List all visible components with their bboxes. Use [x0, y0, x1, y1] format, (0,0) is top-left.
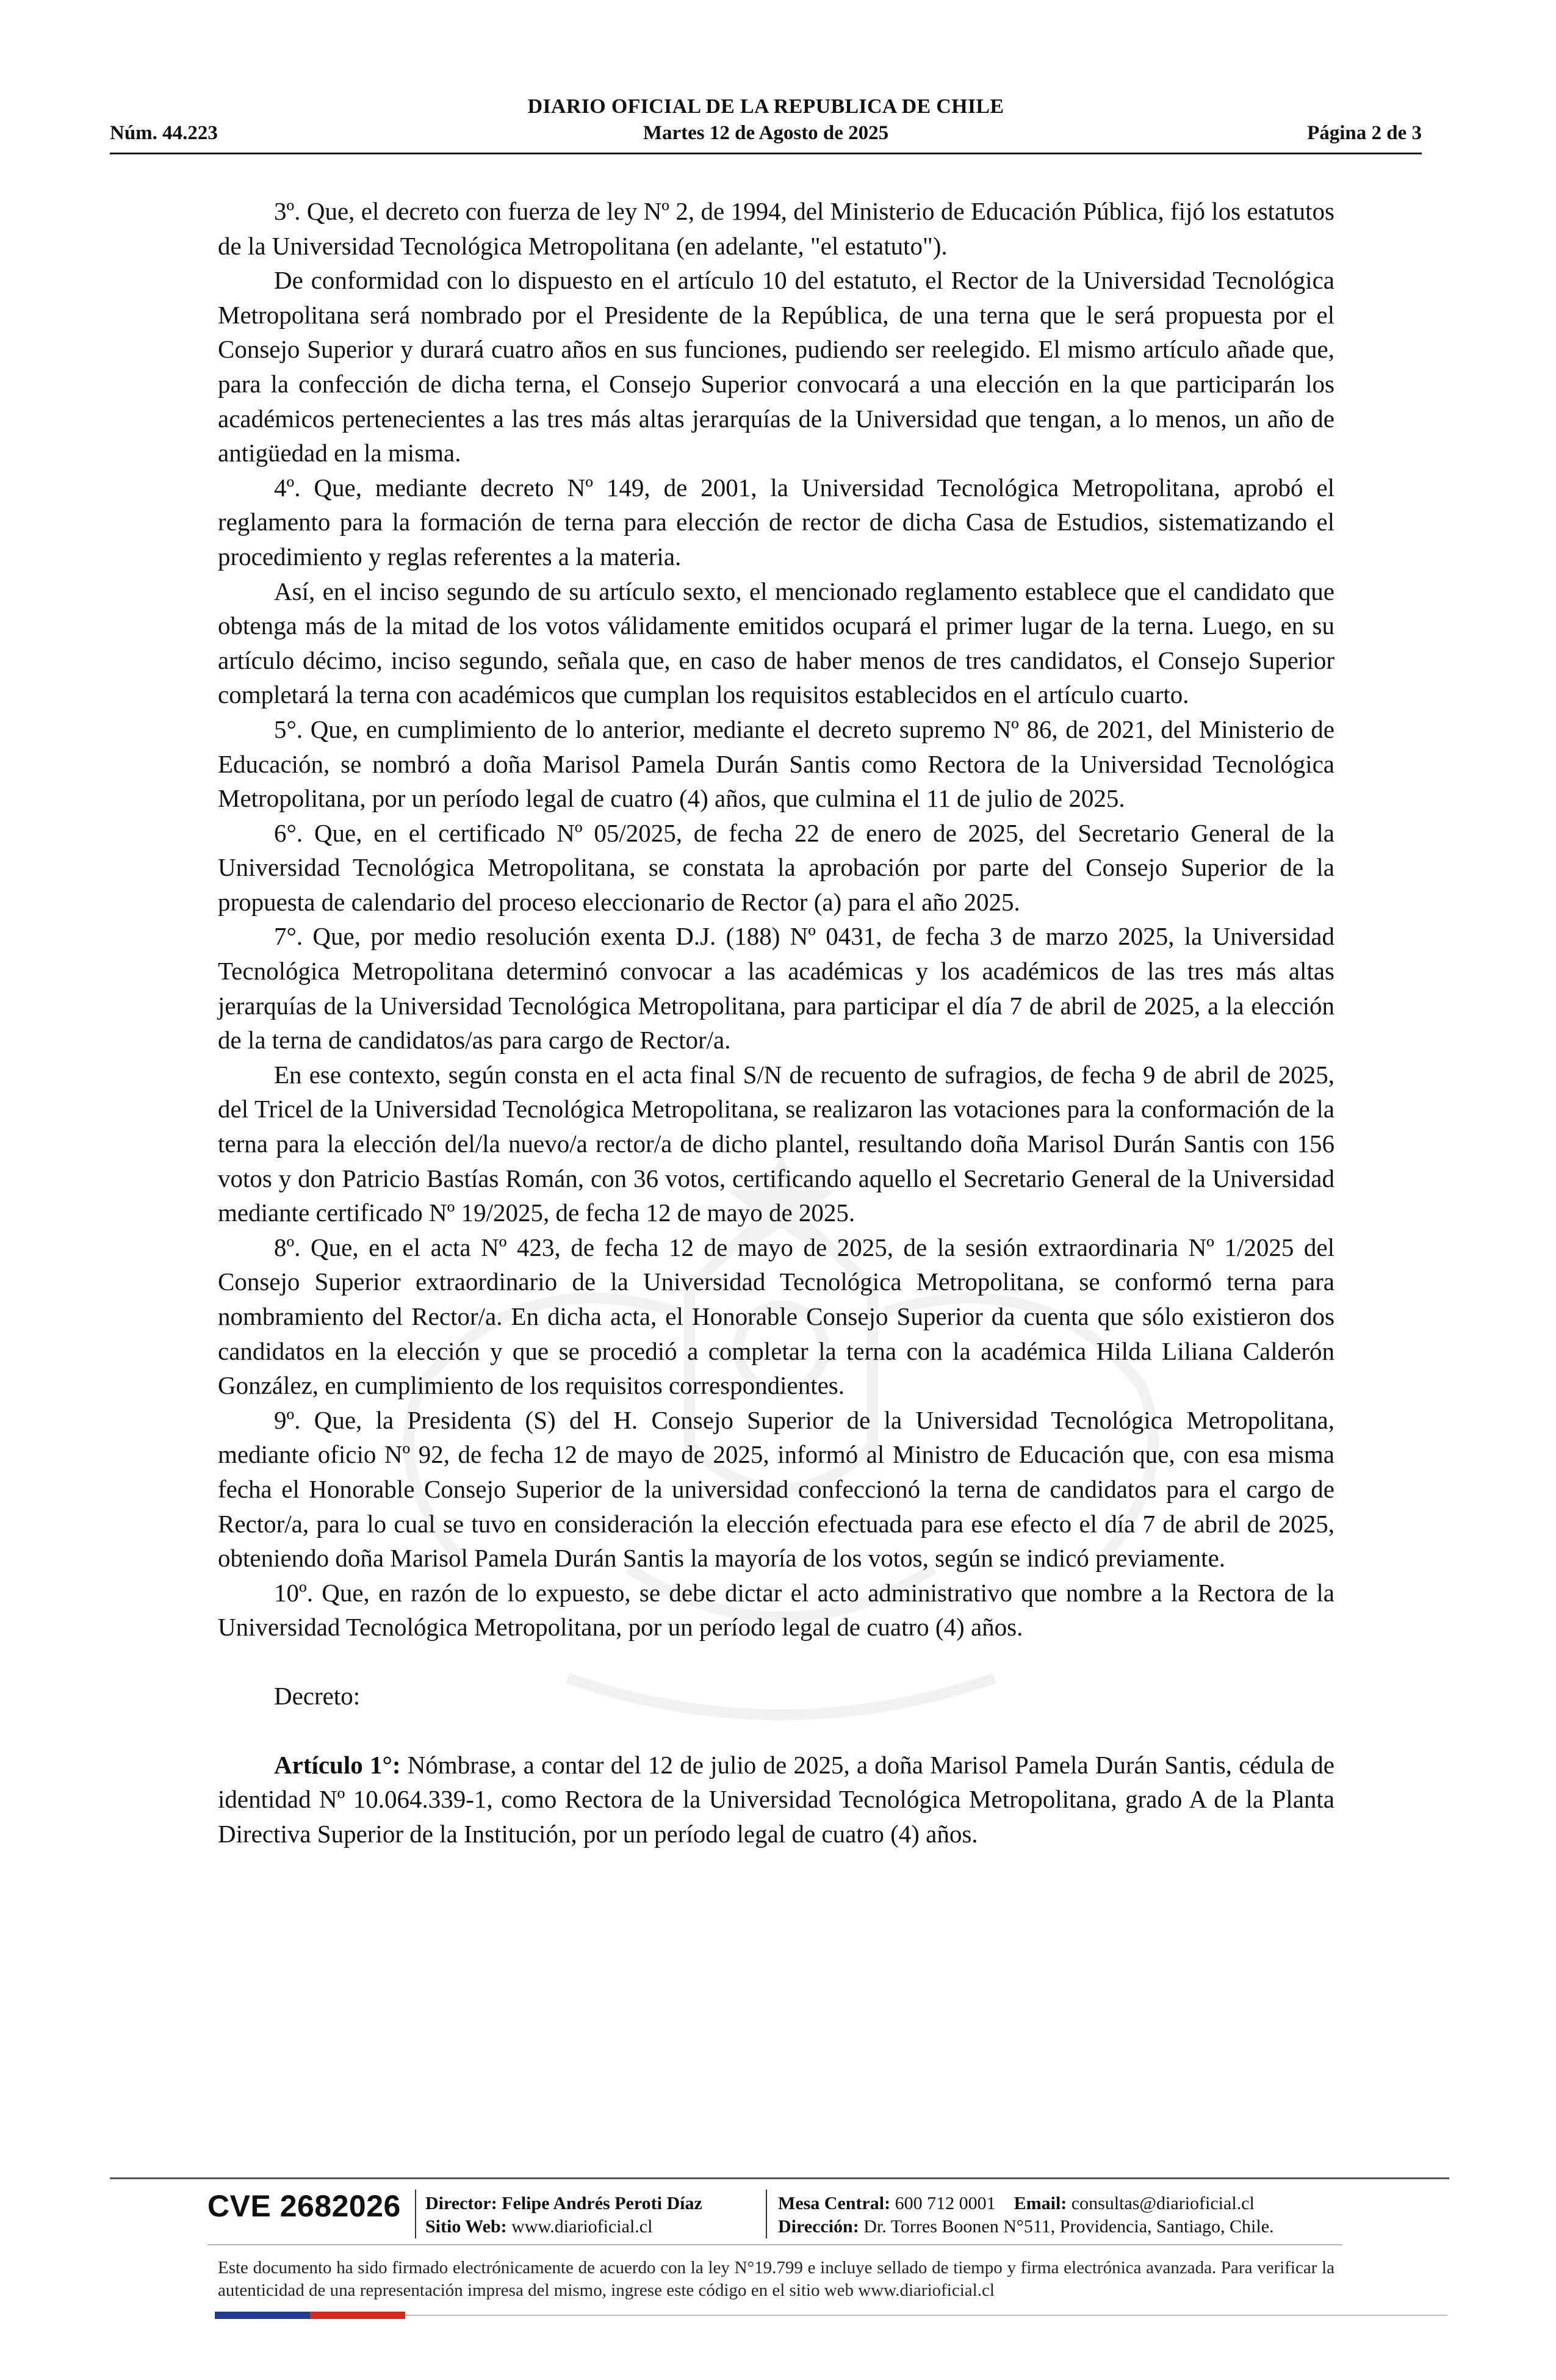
page-indicator: Página 2 de 3 — [1307, 122, 1422, 144]
footer-separator — [766, 2190, 767, 2238]
paragraph: Así, en el inciso segundo de su artículo sexto, el mencionado reglamento establece que el candidato que obtenga más de la mitad de los votos válidamente emitidos ocupará el primer lugar de la terna. Luego, en su artículo décimo, inciso segundo, señala que, en caso de haber menos de tres candidatos, el Consejo Superior completará la terna con académicos que cumplan los requisitos establecidos en el artículo cuarto. — [218, 577, 1334, 709]
site-link[interactable]: www.diarioficial.cl — [511, 2216, 653, 2237]
footer-contact-block — [778, 2192, 1274, 2238]
document-body — [218, 194, 1334, 1851]
email-label: Email: — [1014, 2193, 1067, 2213]
paragraph: En ese contexto, según consta en el acta final S/N de recuento de sufragios, de fecha 9 de abril de 2025, del Tricel de la Universidad Tecnológica Metropolitana, se realizaron las votaciones para la conformación de la terna para la elección del/la nuevo/a rector/a de dicho plantel, resultando doña Marisol Durán Santis con 156 votos y don Patricio Bastías Román, con 36 votos, certificando aquello el Secretario General de la Universidad mediante certificado Nº 19/2025, de fecha 12 de mayo de 2025. — [218, 1060, 1334, 1227]
article-text: Nómbrase, a contar del 12 de julio de 2025, a doña Marisol Pamela Durán Santis, cédula de identidad Nº 10.064.339-1, como Rectora de la Universidad Tecnológica Metropolitana, grado A de la Planta Directiva Superior de la Institución, por un período legal de cuatro (4) años. — [218, 1750, 1334, 1848]
issue-date: Martes 12 de Agosto de 2025 — [643, 122, 889, 144]
paragraph: 7°. Que, por medio resolución exenta D.J. (188) Nº 0431, de fecha 3 de marzo 2025, la Universidad Tecnológica Metropolitana determinó convocar a las académicas y los académicos de las tres más altas jerarquías de la Universidad Tecnológica Metropolitana, para participar el día 7 de abril de 2025, a la elección de la terna de candidatos/as para cargo de Rector/a. — [218, 922, 1334, 1055]
publication-title: DIARIO OFICIAL DE LA REPUBLICA DE CHILE — [527, 95, 1004, 118]
issue-number: Núm. 44.223 — [110, 122, 218, 144]
address-label: Dirección: — [778, 2216, 859, 2237]
legal-notice: Este documento ha sido firmado electrónicamente de acuerdo con la ley N°19.799 e incluye sellado de tiempo y firma electrónica avanzada. Para verificar la autenticidad de una representación impresa del mismo, ingrese este código en el sitio web www.diarioficial.cl — [218, 2258, 1334, 2300]
flag-blue-band — [215, 2312, 310, 2319]
flag-red-band — [310, 2312, 405, 2319]
paragraph: 9º. Que, la Presidenta (S) del H. Consejo Superior de la Universidad Tecnológica Metropolitana, mediante oficio Nº 92, de fecha 12 de mayo de 2025, informó al Ministro de Educación que, con esa misma fecha el Honorable Consejo Superior de la universidad confeccionó la terna de candidatos para el cargo de Rector/a, para lo cual se tuvo en consideración la elección efectuada para ese efecto el día 7 de abril de 2025, obteniendo doña Marisol Pamela Durán Santis la mayoría de los votos, según se indicó previamente. — [218, 1405, 1334, 1573]
director-name: Felipe Andrés Peroti Díaz — [502, 2193, 702, 2213]
director-label: Director: — [425, 2193, 497, 2213]
chile-flag-stripe — [215, 2312, 405, 2319]
decreto-label: Decreto: — [274, 1681, 361, 1710]
footer-director-block — [425, 2192, 702, 2238]
footer-divider — [110, 2177, 1449, 2179]
paragraph: 10º. Que, en razón de lo expuesto, se debe dictar el acto administrativo que nombre a la Rectora de la Universidad Tecnológica Metropolitana, por un período legal de cuatro (4) años. — [218, 1578, 1334, 1642]
footer-separator — [415, 2190, 416, 2238]
article-label: Artículo 1°: — [274, 1750, 401, 1779]
mesa-label: Mesa Central: — [778, 2193, 891, 2213]
cve-code: CVE 2682026 — [207, 2189, 401, 2223]
paragraph: 8º. Que, en el acta Nº 423, de fecha 12 de mayo de 2025, de la sesión extraordinaria Nº 1/2025 del Consejo Superior extraordinario de la Universidad Tecnológica Metropolitana, se conformó terna para nombramiento del Rector/a. En dicha acta, el Honorable Consejo Superior da cuenta que sólo existieron dos candidatos en la elección y que se procedió a completar la terna con la académica Hilda Liliana Calderón González, en cumplimiento de los requisitos correspondientes. — [218, 1233, 1334, 1400]
email-link[interactable]: consultas@diarioficial.cl — [1071, 2193, 1255, 2213]
site-label: Sitio Web: — [425, 2216, 507, 2237]
header-divider — [110, 153, 1422, 154]
mesa-phone: 600 712 0001 — [895, 2193, 996, 2213]
paragraph: 4º. Que, mediante decreto Nº 149, de 2001, la Universidad Tecnológica Metropolitana, aprobó el reglamento para la formación de terna para elección de rector de dicha Casa de Estudios, sistematizando el procedimiento y reglas referentes a la materia. — [218, 473, 1334, 571]
article-1 — [218, 1748, 1334, 1852]
address-value: Dr. Torres Boonen N°511, Providencia, Santiago, Chile. — [863, 2216, 1274, 2237]
paragraph: 5°. Que, en cumplimiento de lo anterior, mediante el decreto supremo Nº 86, de 2021, del Ministerio de Educación, se nombró a doña Marisol Pamela Durán Santis como Rectora de la Universidad Tecnológica Metropolitana, por un período legal de cuatro (4) años, que culmina el 11 de julio de 2025. — [218, 715, 1334, 813]
paragraph: De conformidad con lo dispuesto en el artículo 10 del estatuto, el Rector de la Universidad Tecnológica Metropolitana será nombrado por el Presidente de la República, de una terna que le será propuesta por el Consejo Superior y durará cuatro años en sus funciones, pudiendo ser reelegido. El mismo artículo añade que, para la confección de dicha terna, el Consejo Superior convocará a una elección en la que participarán los académicos pertenecientes a las tres más altas jerarquías de la Universidad que tengan, a lo menos, un año de antigüedad en la misma. — [218, 266, 1334, 467]
paragraph: 6°. Que, en el certificado Nº 05/2025, de fecha 22 de enero de 2025, del Secretario General de la Universidad Tecnológica Metropolitana, se constata la aprobación por parte del Consejo Superior de la propuesta de calendario del proceso eleccionario de Rector (a) para el año 2025. — [218, 818, 1334, 916]
page-header — [110, 92, 1422, 159]
paragraph: 3º. Que, el decreto con fuerza de ley Nº 2, de 1994, del Ministerio de Educación Pública, fijó los estatutos de la Universidad Tecnológica Metropolitana (en adelante, "el estatuto"). — [218, 197, 1334, 260]
